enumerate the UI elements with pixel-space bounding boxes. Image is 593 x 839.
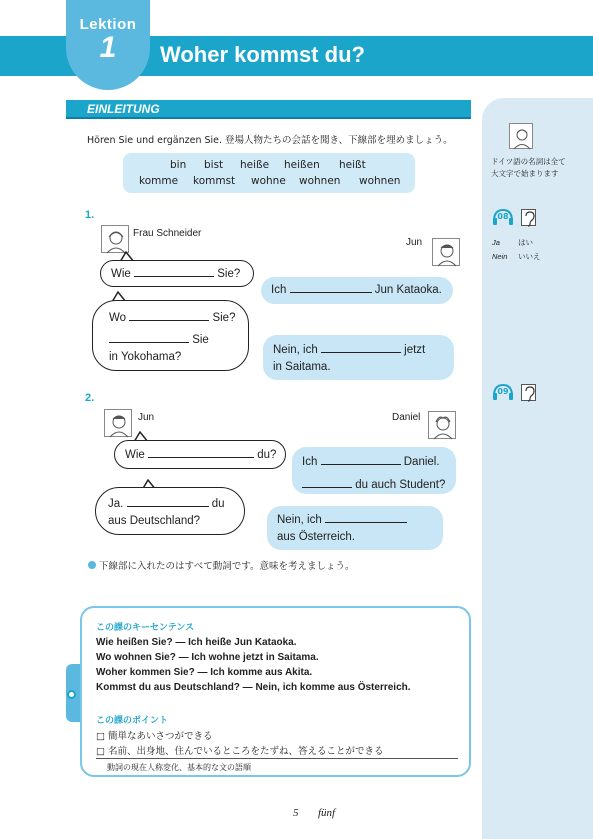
bubble-text: du?	[257, 449, 277, 461]
key-sentence: Woher kommen Sie? — Ich komme aus Akita.	[96, 667, 313, 678]
bubble-text: Sie?	[217, 268, 241, 280]
vocab-jp: はい	[518, 238, 533, 247]
bubble-text: Wie	[111, 268, 131, 280]
answer-blank[interactable]	[109, 332, 189, 343]
bubble-text: aus Deutschland?	[108, 515, 201, 527]
bubble-text: in Saitama.	[273, 361, 331, 373]
answer-blank[interactable]	[321, 342, 401, 353]
point-item: □ 名前、出身地、住んでいるところをたずね、答えることができる	[96, 746, 384, 757]
bubble-text: Ich	[302, 456, 318, 468]
point-item: □ 簡単なあいさつができる	[96, 731, 213, 742]
speech-bubble	[267, 506, 443, 550]
speaker-name: Jun	[138, 412, 155, 423]
bubble-line	[273, 342, 454, 359]
answer-blank[interactable]	[290, 282, 372, 293]
sidebar-avatar	[509, 123, 533, 149]
answer-blank[interactable]	[302, 477, 352, 488]
answer-blank[interactable]	[321, 454, 401, 465]
note-text: 下線部に入れたのはすべて動詞です。意味を考えましょう。	[99, 561, 355, 572]
bubble-text: Ich	[271, 284, 287, 296]
bubble-text: Jun Kataoka.	[374, 284, 442, 296]
word-bank-item: kommst	[193, 175, 236, 187]
bubble-line	[109, 332, 248, 349]
sidebar-note	[491, 156, 566, 180]
page-number-word: fünf	[318, 807, 336, 819]
bubble-line	[108, 496, 244, 513]
key-sentence: Kommst du aus Deutschland? — Nein, ich komme aus Österreich.	[96, 682, 411, 693]
word-bank-item: bin	[170, 159, 187, 171]
speech-bubble	[292, 447, 456, 494]
track-number: 08	[497, 212, 509, 221]
word-bank-item: heiße	[240, 159, 270, 171]
divider	[96, 758, 458, 759]
bubble-line	[277, 512, 443, 529]
speech-bubble	[261, 277, 453, 304]
bubble-text: in Yokohama?	[109, 351, 182, 363]
frau-schneider-avatar	[101, 225, 129, 253]
ear-icon	[521, 209, 536, 226]
vocab-de: Ja	[492, 238, 500, 247]
answer-blank[interactable]	[129, 310, 209, 321]
word-bank-item: wohne	[251, 175, 286, 187]
bubble-text: du	[211, 498, 225, 510]
word-bank	[123, 153, 415, 193]
speech-bubble	[263, 335, 454, 380]
vocab-jp: いいえ	[518, 252, 541, 261]
grammar-footnote: 動詞の現在人称変化、基本的な文の語順	[107, 763, 251, 772]
bubble-line	[302, 454, 456, 471]
exercise-1-number: 1.	[85, 209, 95, 221]
bullet-icon	[88, 561, 96, 569]
bubble-text: Ja.	[108, 498, 124, 510]
speech-bubble	[95, 487, 245, 535]
key-sentence: Wie heißen Sie? — Ich heiße Jun Kataoka.	[96, 637, 297, 648]
jun-avatar	[104, 409, 132, 437]
vocab-de: Nein	[492, 252, 508, 261]
bubble-text: Nein, ich	[273, 344, 318, 356]
answer-blank[interactable]	[148, 447, 254, 458]
bubble-text: Wie	[125, 449, 145, 461]
page-title: Woher kommst du?	[160, 42, 365, 67]
word-bank-item: wohnen	[359, 175, 401, 187]
word-bank-item: wohnen	[299, 175, 341, 187]
vocab-item	[492, 251, 541, 262]
speaker-name: Daniel	[392, 412, 421, 423]
lesson-tab	[66, 0, 150, 90]
section-heading	[66, 100, 471, 119]
speech-bubble	[100, 260, 254, 287]
answer-blank[interactable]	[134, 266, 214, 277]
bubble-text: aus Österreich.	[277, 531, 355, 543]
page-number: 5	[293, 807, 299, 819]
word-bank-item: heißt	[339, 159, 366, 171]
vocab-item	[492, 237, 533, 248]
bubble-text: Sie?	[212, 312, 236, 324]
answer-blank[interactable]	[325, 512, 407, 523]
speaker-name: Frau Schneider	[133, 228, 202, 239]
speech-bubble	[114, 440, 286, 469]
instruction-text: Hören Sie und ergänzen Sie. 登場人物たちの会話を聞き、下線部を埋めましょう。	[87, 135, 453, 146]
bubble-text: Daniel.	[403, 456, 440, 468]
lesson-word: Lektion	[79, 16, 137, 33]
answer-blank[interactable]	[127, 496, 209, 507]
word-bank-item: heißen	[284, 159, 320, 171]
bubble-text: du auch Student?	[355, 479, 446, 491]
bubble-text: Sie	[192, 334, 209, 346]
daniel-avatar	[428, 411, 456, 439]
bubble-text: Nein, ich	[277, 514, 322, 526]
section-label: EINLEITUNG	[87, 102, 160, 116]
key-sentence: Wo wohnen Sie? — Ich wohne jetzt in Saitama.	[96, 652, 319, 663]
sidebar-note-line: 大文字で始まります	[491, 169, 559, 178]
exercise-2-number: 2.	[85, 392, 95, 404]
bubble-text: jetzt	[404, 344, 426, 356]
verb-note	[88, 558, 355, 572]
summary-marker-icon	[67, 690, 76, 699]
key-sentences-heading: この課のキーセンテンス	[96, 623, 195, 633]
bubble-line	[109, 310, 248, 327]
word-bank-item: bist	[204, 159, 224, 171]
points-heading: この課のポイント	[96, 716, 169, 726]
speech-bubble	[92, 300, 249, 371]
jun-avatar	[432, 238, 460, 266]
word-bank-item: komme	[139, 175, 179, 187]
ear-icon	[521, 384, 536, 401]
bubble-line	[302, 477, 456, 494]
lesson-number: 1	[99, 31, 117, 64]
speaker-name: Jun	[406, 237, 423, 248]
sidebar-note-line: ドイツ語の名詞は全て	[491, 157, 566, 166]
bubble-text: Wo	[109, 312, 127, 324]
track-number: 09	[497, 387, 509, 396]
